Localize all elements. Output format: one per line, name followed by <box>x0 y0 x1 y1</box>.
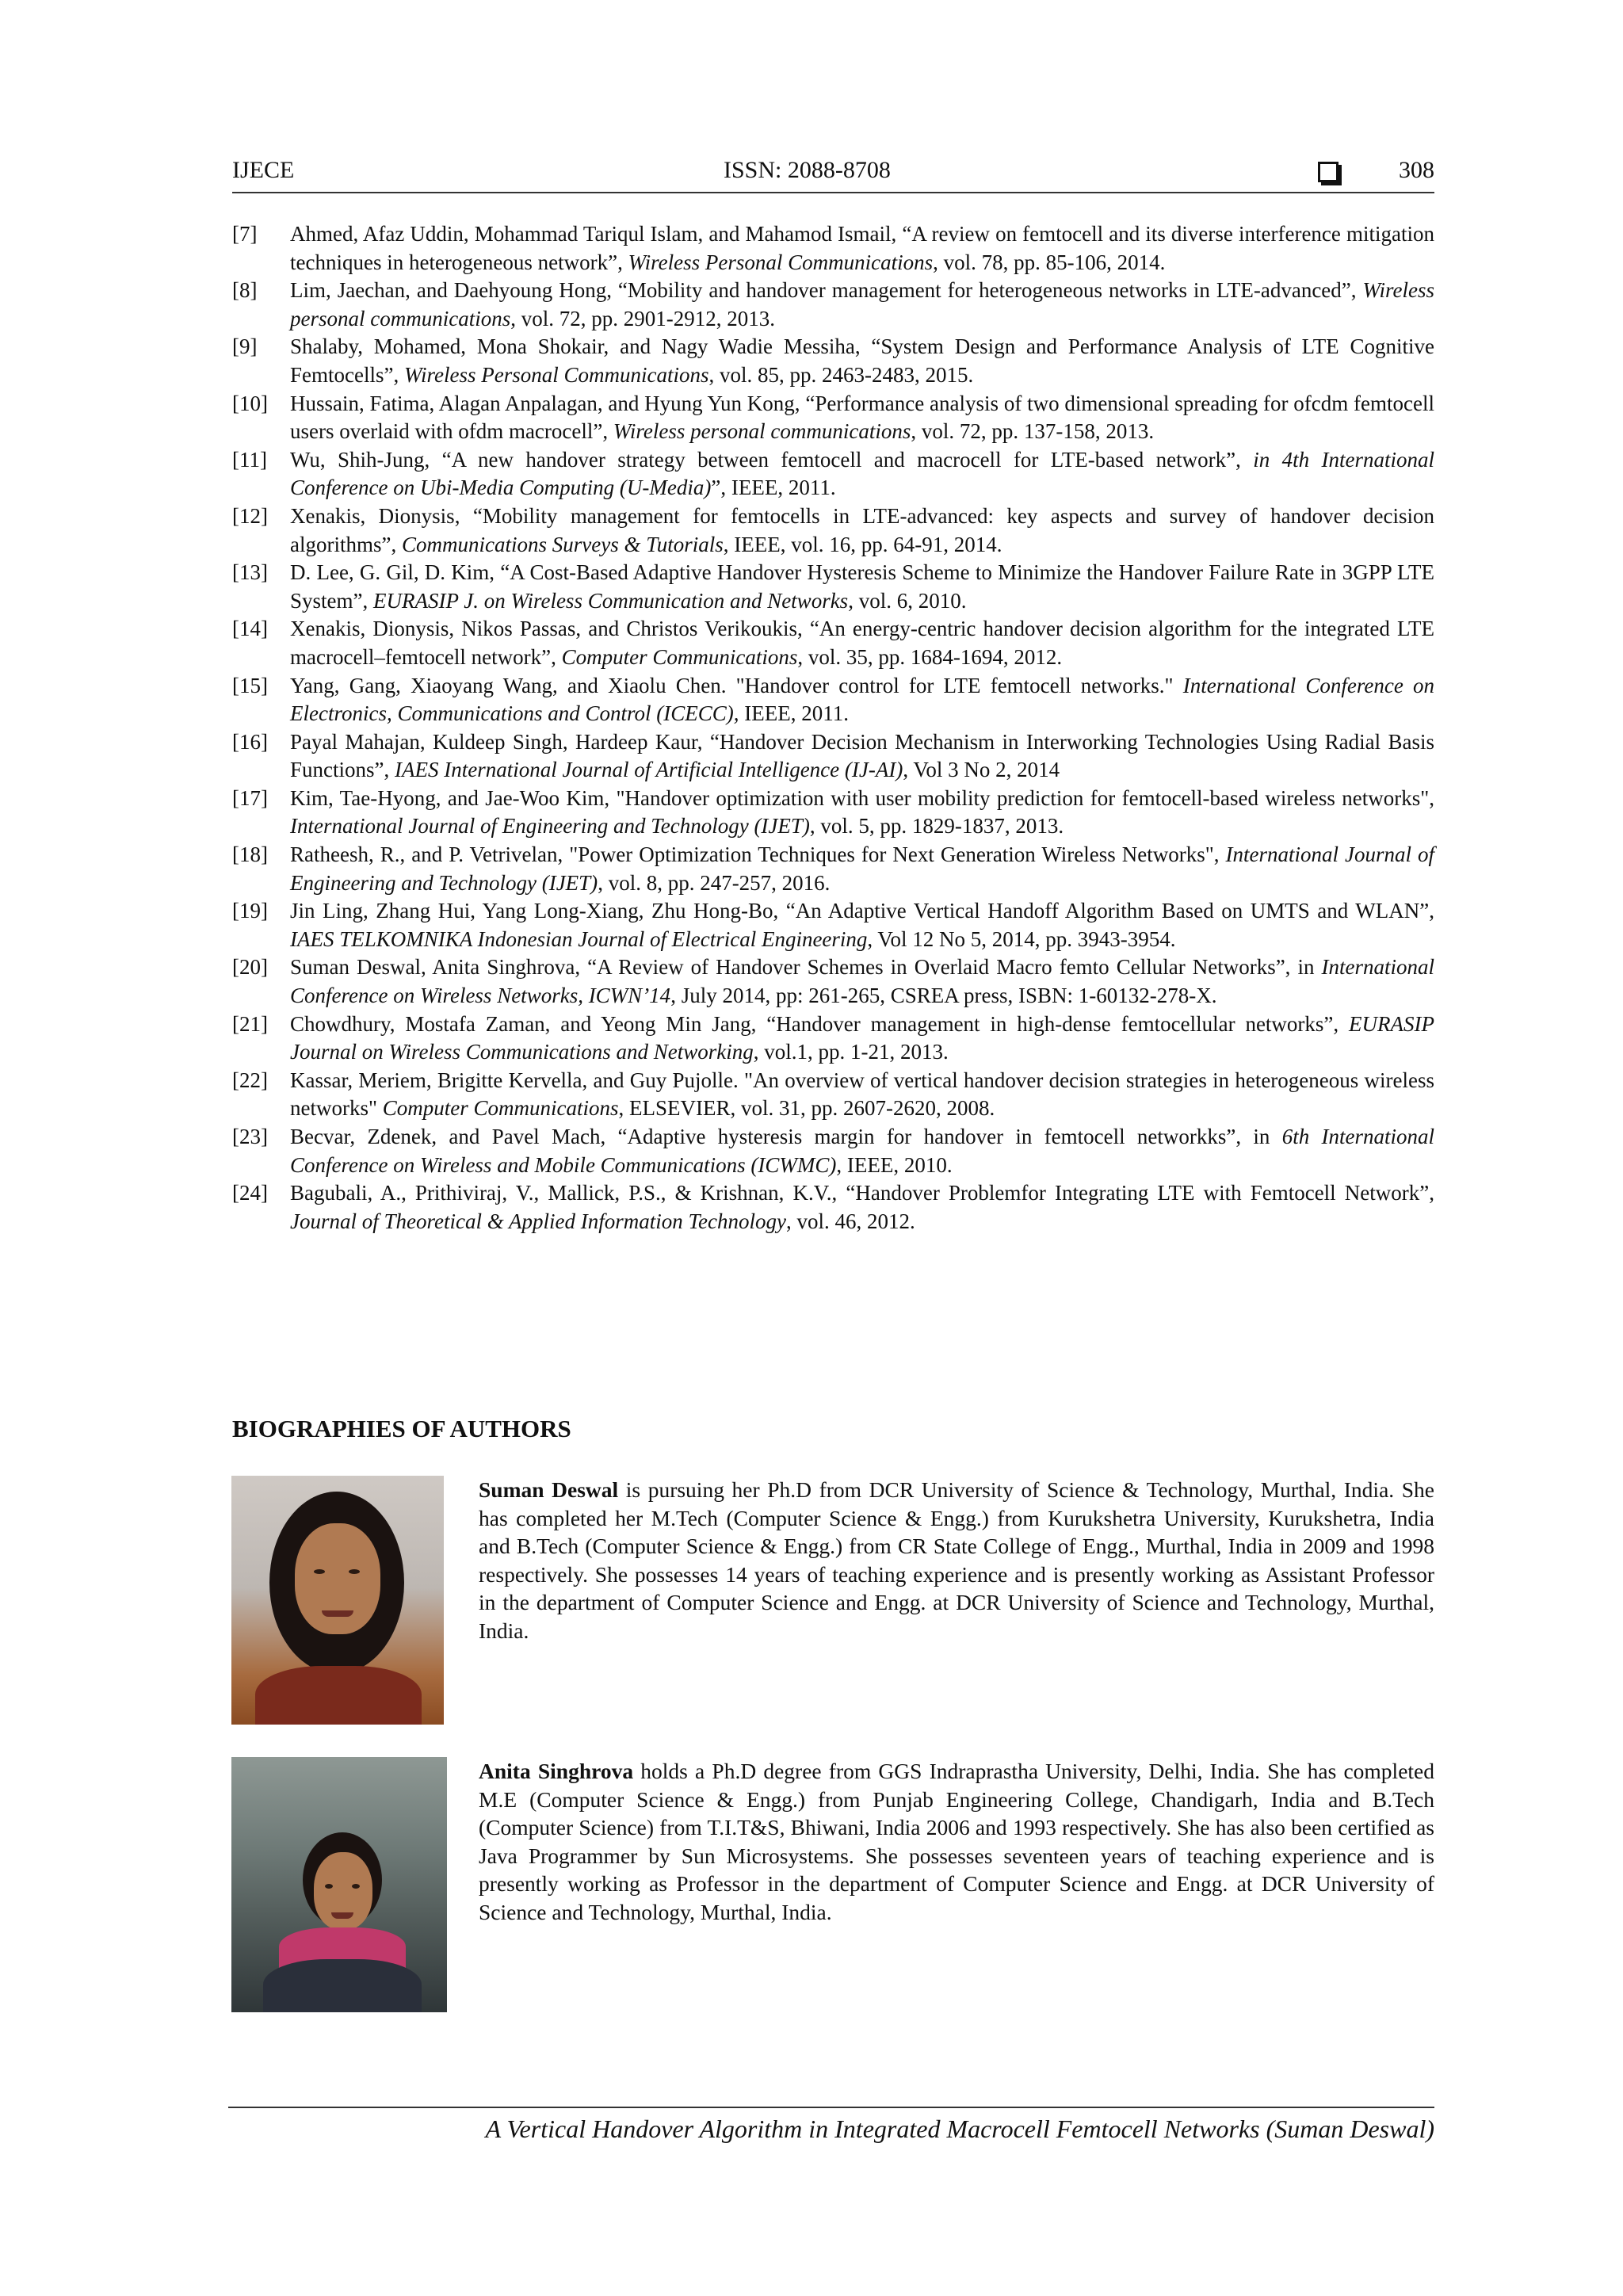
reference-source: International Journal of Engineering and Technology (IJET) <box>290 814 810 839</box>
reference-text: Kassar, Meriem, Brigitte Kervella, and Guy Pujolle. "An overview of vertical handover decision strategies in heterogeneous wireless networks" <box>290 1068 1434 1121</box>
reference-item <box>232 446 1434 502</box>
reference-text: Jin Ling, Zhang Hui, Yang Long-Xiang, Zhu Hong-Bo, “An Adaptive Vertical Handoff Algorithm Based on UMTS and WLAN”, <box>290 899 1434 923</box>
reference-text: D. Lee, G. Gil, D. Kim, “A Cost-Based Adaptive Handover Hysteresis Scheme to Minimize the Handover Failure Rate in 3GPP LTE System”, <box>290 560 1434 613</box>
reference-source: International Conference on Wireless Networks, ICWN’14 <box>290 955 1434 1008</box>
reference-details: , vol. 72, pp. 137-158, 2013. <box>911 419 1155 444</box>
reference-text: Xenakis, Dionysis, “Mobility management for femtocells in LTE-advanced: key aspects and survey of handover decision algorithms”, <box>290 503 1434 556</box>
reference-text: Chowdhury, Mostafa Zaman, and Yeong Min Jang, “Handover management in high-dense femtocellular networks”, <box>290 1011 1350 1036</box>
author-bio-text: holds a Ph.D degree from GGS Indraprastha University, Delhi, India. She has completed M.E (Computer Science & Engg.) from Punjab Engineering College, Chandigarh, India and B.Tech (Computer Science) from T.I.T&S, Bhiwani, India 2006 and 1993 respectively. She has also been certified as Java Programmer by Sun Microsystems. She possesses seventeen years of teaching experience and is presently working as Professor in the department of Computer Science and Engg. at DCR University of Science and Technology, Murthal, India. <box>479 1759 1434 1924</box>
reference-number: [21] <box>232 1011 268 1036</box>
reference-details: , Vol 3 No 2, 2014 <box>903 758 1060 782</box>
reference-item <box>232 277 1434 333</box>
reference-item <box>232 1067 1434 1123</box>
reference-number: [22] <box>232 1068 268 1092</box>
reference-text: Ratheesh, R., and P. Vetrivelan, "Power Optimization Techniques for Next Generation Wireless Networks", <box>290 842 1226 867</box>
reference-item <box>232 615 1434 671</box>
reference-text: Becvar, Zdenek, and Pavel Mach, “Adaptive hysteresis margin for handover in femtocell networkks”, in <box>290 1125 1282 1148</box>
reference-text: Lim, Jaechan, and Daehyoung Hong, “Mobility and handover management for heterogeneous networks in LTE-advanced”, <box>290 278 1363 303</box>
reference-item <box>232 841 1434 897</box>
author-bio-text: is pursuing her Ph.D from DCR University of Science & Technology, Murthal, India. She has completed her M.Tech (Computer Science & Engg.) from Kurukshetra University, Kurukshetra, India and B.Tech (Computer Science & Engg.) from CR State College of Engg., Murthal, India in 2009 and 1998 respectively. She possesses 14 years of teaching experience and is presently working as Assistant Professor in the department of Computer Science and Engg. at DCR University of Science and Technology, Murthal, India. <box>479 1477 1434 1643</box>
reference-item <box>232 785 1434 841</box>
author-photo-suman-deswal <box>231 1476 444 1725</box>
reference-source: EURASIP Journal on Wireless Communications and Networking <box>290 1011 1434 1064</box>
reference-details: , IEEE, vol. 16, pp. 64-91, 2014. <box>723 532 1002 556</box>
reference-number: [18] <box>232 842 268 867</box>
reference-number: [12] <box>232 503 268 528</box>
page-footer: A Vertical Handover Algorithm in Integrated Macrocell Femtocell Networks (Suman Deswal) <box>485 2115 1434 2143</box>
reference-number: [23] <box>232 1125 268 1148</box>
reference-number: [17] <box>232 785 268 810</box>
reference-details: , vol. 72, pp. 2901-2912, 2013. <box>510 306 775 330</box>
reference-source: Computer Communications <box>561 644 798 669</box>
reference-text: Payal Mahajan, Kuldeep Singh, Hardeep Kaur, “Handover Decision Mechanism in Interworking Technologies Using Radial Basis Functions”, <box>290 729 1434 782</box>
reference-source: International Journal of Engineering and Technology (IJET) <box>290 842 1434 895</box>
reference-text: Ahmed, Afaz Uddin, Mohammad Tariqul Islam, and Mahamod Ismail, “A review on femtocell and its diverse interference mitigation techniques in heterogeneous network”, <box>290 222 1434 274</box>
reference-number: [16] <box>232 729 268 754</box>
reference-number: [11] <box>232 447 267 472</box>
reference-text: Wu, Shih-Jung, “A new handover strategy between femtocell and macrocell for LTE-based network”, <box>290 447 1254 472</box>
page-header <box>232 152 1434 193</box>
reference-number: [10] <box>232 391 268 415</box>
reference-details: , vol. 78, pp. 85-106, 2014. <box>933 250 1166 274</box>
footer-rule <box>228 2107 1434 2108</box>
reference-details: , vol. 46, 2012. <box>785 1209 915 1233</box>
reference-source: in 4th International Conference on Ubi-Media Computing (U-Media) <box>290 447 1435 500</box>
reference-details: , July 2014, pp: 261-265, CSREA press, ISBN: 1-60132-278-X. <box>670 984 1217 1008</box>
reference-source: Wireless personal communications <box>613 419 911 444</box>
issn: ISSN: 2088-8708 <box>724 157 891 183</box>
reference-details: , vol. 35, pp. 1684-1694, 2012. <box>797 644 1063 669</box>
reference-text: Suman Deswal, Anita Singhrova, “A Review of Handover Schemes in Overlaid Macro femto Cellular Networks”, in <box>290 955 1322 980</box>
reference-source: EURASIP J. on Wireless Communication and Networks <box>373 588 849 613</box>
reference-source: IAES TELKOMNIKA Indonesian Journal of Electrical Engineering <box>290 926 868 951</box>
author-name: Suman Deswal <box>479 1477 619 1502</box>
reference-number: [19] <box>232 899 268 923</box>
reference-item <box>232 1010 1434 1067</box>
reference-details: ”, IEEE, 2011. <box>711 476 836 500</box>
reference-item <box>232 897 1434 953</box>
reference-details: , vol. 85, pp. 2463-2483, 2015. <box>708 362 974 387</box>
reference-text: Xenakis, Dionysis, Nikos Passas, and Christos Verikoukis, “An energy-centric handover decision algorithm for the integrated LTE macrocell–femtocell network”, <box>290 617 1434 669</box>
reference-item <box>232 502 1434 559</box>
reference-text: Shalaby, Mohamed, Mona Shokair, and Nagy Wadie Messiha, “System Design and Performance Analysis of LTE Cognitive Femtocells”, <box>290 334 1434 387</box>
reference-item <box>232 333 1434 389</box>
reference-details: , vol. 5, pp. 1829-1837, 2013. <box>809 814 1064 839</box>
reference-source: Wireless Personal Communications <box>628 250 934 274</box>
reference-text: Kim, Tae-Hyong, and Jae-Woo Kim, "Handover optimization with user mobility prediction for femtocell-based wireless networks", <box>290 785 1434 810</box>
reference-item <box>232 390 1434 446</box>
reference-number: [13] <box>232 560 268 585</box>
reference-number: [8] <box>232 278 258 303</box>
reference-number: [24] <box>232 1181 268 1205</box>
reference-number: [9] <box>232 334 258 359</box>
reference-details: , vol.1, pp. 1-21, 2013. <box>753 1040 949 1064</box>
reference-details: , Vol 12 No 5, 2014, pp. 3943-3954. <box>867 926 1176 951</box>
reference-text: Bagubali, A., Prithiviraj, V., Mallick, P.S., & Krishnan, K.V., “Handover Problemfor Integrating LTE with Femtocell Network”, <box>290 1181 1434 1205</box>
author-photo-anita-singhrova <box>231 1757 447 2012</box>
reference-source: Computer Communications <box>382 1096 619 1121</box>
reference-source: Wireless personal communications <box>290 278 1434 330</box>
reference-details: , ELSEVIER, vol. 31, pp. 2607-2620, 2008. <box>618 1096 995 1121</box>
reference-details: , IEEE, 2010. <box>836 1152 953 1177</box>
reference-details: , vol. 6, 2010. <box>848 588 967 613</box>
reference-source: Communications Surveys & Tutorials <box>401 532 724 556</box>
reference-source: Wireless Personal Communications <box>403 362 709 387</box>
reference-number: [20] <box>232 955 268 980</box>
reference-text: Yang, Gang, Xiaoyang Wang, and Xiaolu Chen. "Handover control for LTE femtocell networks." <box>290 673 1183 697</box>
reference-details: , vol. 8, pp. 247-257, 2016. <box>598 870 831 895</box>
reference-details: IEEE, 2011. <box>739 701 849 726</box>
reference-item <box>232 672 1434 728</box>
reference-item <box>232 1123 1434 1179</box>
reference-item <box>232 559 1434 615</box>
references-list <box>232 220 1434 1236</box>
reference-source: IAES International Journal of Artificial Intelligence (IJ-AI) <box>395 758 903 782</box>
checkbox-icon <box>1318 162 1338 182</box>
reference-item <box>232 1179 1434 1236</box>
biographies-heading: BIOGRAPHIES OF AUTHORS <box>232 1415 571 1442</box>
reference-number: [7] <box>232 222 258 246</box>
bio-anita-singhrova <box>479 1757 1434 1927</box>
reference-source: 6th International Conference on Wireless and Mobile Communications (ICWMC) <box>290 1125 1435 1177</box>
reference-item <box>232 728 1434 785</box>
author-name: Anita Singhrova <box>479 1759 634 1783</box>
reference-source: Journal of Theoretical & Applied Information Technology <box>290 1209 786 1233</box>
journal-name: IJECE <box>232 157 295 183</box>
reference-text: Hussain, Fatima, Alagan Anpalagan, and Hyung Yun Kong, “Performance analysis of two dimensional spreading for ofcdm femtocell users overlaid with ofdm macrocell”, <box>290 391 1434 444</box>
reference-item <box>232 953 1434 1010</box>
reference-number: [15] <box>232 673 268 697</box>
reference-source: International Conference on Electronics, Communications and Control (ICECC), <box>290 673 1434 726</box>
page-number: 308 <box>1399 157 1434 183</box>
reference-item <box>232 220 1434 277</box>
reference-number: [14] <box>232 617 268 641</box>
bio-suman-deswal <box>479 1476 1434 1645</box>
